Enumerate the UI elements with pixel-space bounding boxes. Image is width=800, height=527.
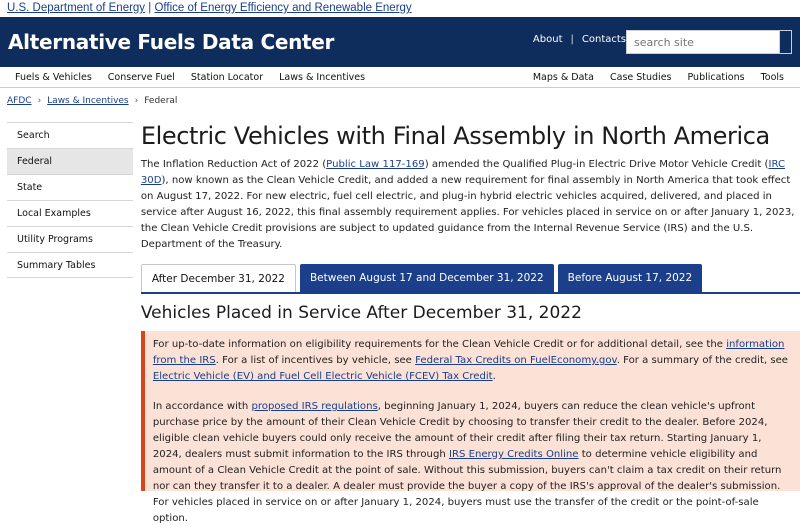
nav-station-locator[interactable]: Station Locator	[190, 71, 264, 83]
fueleconomy-tax-credits-link[interactable]: Federal Tax Credits on FuelEconomy.gov	[415, 355, 617, 366]
nav-maps-data[interactable]: Maps & Data	[532, 71, 594, 83]
search-button[interactable]	[779, 31, 791, 53]
search-input[interactable]	[627, 31, 779, 53]
nav-laws-incentives[interactable]: Laws & Incentives	[279, 71, 366, 83]
agency-separator: |	[148, 2, 152, 14]
notice-text: . For a list of incentives by vehicle, see	[215, 355, 416, 366]
breadcrumb-laws[interactable]: Laws & Incentives	[47, 95, 129, 106]
breadcrumb	[0, 88, 800, 113]
notice-text: , beginning January 1, 2024, buyers can reduce the clean vehicle's upfront purchase price by the amount of their Clean Vehicle Credit by choosing to transfer their credit to the dealer. Before 2024, eligible clean vehicle buyers could only receive the amount of their credit after filing their tax return. Starting January 1, 2024, dealers must submit information to the IRS through	[152, 401, 768, 460]
irc-30d-link[interactable]: IRC 30D	[140, 159, 786, 186]
agency-bar	[0, 0, 800, 17]
breadcrumb-current: Federal	[144, 95, 178, 106]
sidebar-item-state[interactable]: State	[7, 174, 133, 200]
intro-text: ) amended the Qualified Plug-in Electric Drive Motor Vehicle Credit (	[424, 159, 769, 170]
irs-information-link[interactable]: information from the IRS	[152, 339, 785, 366]
intro-text: ), now known as the Clean Vehicle Credit, and added a new requirement for final assembly in North America that took effect on August 17, 2022. For new electric, fuel cell electric, and plug-in hybrid electric vehicles acquired, delivered, and placed in service after August 16, 2022, this final assembly requirement applies. For vehicles placed in service on or after January 1, 2023, the Clean Vehicle Credit provisions are subject to updated guidance from the Internal Revenue Service (IRS) and the U.S. Department of the Treasury.	[140, 175, 795, 250]
proposed-irs-regulations-link[interactable]: proposed IRS regulations	[251, 401, 378, 412]
notice-text: .	[492, 371, 496, 382]
notice-text: For up-to-date information on eligibility requirements for the Clean Vehicle Credit or for additional detail, see the	[152, 339, 727, 350]
notice-paragraph-2	[153, 399, 792, 527]
breadcrumb-afdc[interactable]: AFDC	[7, 95, 32, 106]
notice-text: . For a summary of the credit, see	[616, 355, 788, 366]
search-box	[626, 30, 792, 54]
site-title[interactable]: Alternative Fuels Data Center	[8, 30, 335, 54]
sidebar-item-utility-programs[interactable]: Utility Programs	[7, 226, 133, 252]
intro-paragraph	[141, 157, 800, 253]
main-nav-left	[15, 72, 365, 83]
sidebar	[7, 122, 133, 491]
contacts-link[interactable]: Contacts	[581, 34, 626, 45]
site-header	[0, 17, 800, 67]
nav-publications[interactable]: Publications	[687, 71, 745, 83]
chevron-right-icon: ›	[134, 95, 139, 106]
sidebar-item-local-examples[interactable]: Local Examples	[7, 200, 133, 226]
notice-paragraph-1	[153, 337, 792, 385]
nav-fuels-vehicles[interactable]: Fuels & Vehicles	[15, 71, 92, 83]
page-title: Electric Vehicles with Final Assembly in North America	[140, 122, 770, 150]
main-content	[140, 113, 800, 524]
eere-link[interactable]: Office of Energy Efficiency and Renewable Energy	[154, 2, 412, 14]
sidebar-item-federal[interactable]: Federal	[7, 148, 133, 174]
irs-energy-credits-online-link[interactable]: IRS Energy Credits Online	[448, 449, 579, 460]
chevron-right-icon: ›	[37, 95, 42, 106]
content-area	[0, 113, 800, 524]
doe-link[interactable]: U.S. Department of Energy	[7, 2, 146, 14]
sidebar-item-search[interactable]: Search	[7, 122, 133, 148]
sidebar-item-summary-tables[interactable]: Summary Tables	[7, 252, 133, 278]
about-link[interactable]: About	[532, 34, 563, 45]
header-link-separator: |	[570, 34, 574, 45]
tab-list	[141, 264, 800, 294]
nav-conserve-fuel[interactable]: Conserve Fuel	[107, 71, 175, 83]
notice-box	[141, 331, 800, 524]
section-title: Vehicles Placed in Service After December 31, 2022	[140, 303, 582, 323]
notice-text: to determine vehicle eligibility and amount of a Clean Vehicle Credit at the point of sale. Without this submission, buyers can't claim a tax credit on their return nor can they transfer it to a dealer. A dealer must provide the buyer a copy of the IRS's approval of the dealer's submission. For vehicles placed in service on or after January 1, 2024, buyers must use the transfer of the credit or the point-of-sale option.	[152, 449, 782, 524]
nav-case-studies[interactable]: Case Studies	[609, 71, 672, 83]
ev-fcev-tax-credit-link[interactable]: Electric Vehicle (EV) and Fuel Cell Electric Vehicle (FCEV) Tax Credit	[152, 371, 493, 382]
header-links	[533, 34, 626, 45]
main-nav-right	[533, 72, 784, 83]
nav-tools[interactable]: Tools	[760, 71, 784, 83]
tab-after-dec-31-2022[interactable]: After December 31, 2022	[141, 264, 296, 292]
tab-before-aug-17-2022[interactable]: Before August 17, 2022	[558, 264, 703, 292]
intro-text: The Inflation Reduction Act of 2022 (	[140, 159, 327, 170]
tab-between-aug-dec-2022[interactable]: Between August 17 and December 31, 2022	[300, 264, 554, 292]
public-law-link[interactable]: Public Law 117-169	[326, 159, 425, 170]
notice-text: In accordance with	[152, 401, 252, 412]
main-nav	[0, 67, 800, 88]
